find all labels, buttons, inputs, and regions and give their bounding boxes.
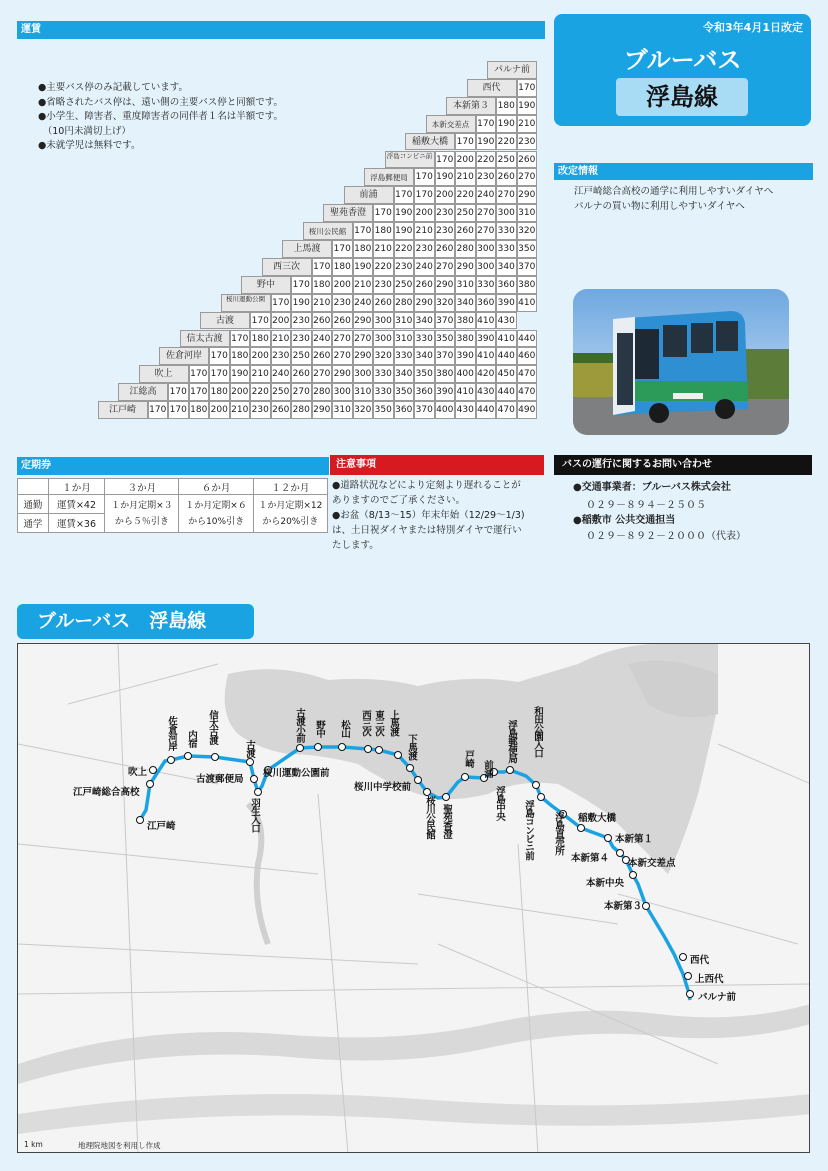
- fare-cell: 290: [332, 365, 353, 383]
- fare-cell: 170: [312, 258, 333, 276]
- fare-cell: 340: [394, 365, 415, 383]
- fare-cell: 190: [291, 294, 312, 312]
- fare-cell: 410: [455, 383, 476, 401]
- fare-cell: 170: [209, 365, 230, 383]
- stop-label: 江戸崎総合高校: [73, 787, 140, 798]
- fare-stop-label: 野中: [241, 276, 291, 294]
- revision-date: 令和3年4月1日改定: [703, 21, 803, 34]
- stop-label: 浮島直売所: [553, 812, 564, 855]
- stop-label: 上西代: [695, 974, 724, 985]
- fare-cell: 290: [414, 294, 435, 312]
- fare-cell: 380: [435, 365, 456, 383]
- fare-cell: 350: [414, 365, 435, 383]
- fare-cell: 300: [373, 330, 394, 348]
- stop-label: 野中: [314, 720, 325, 737]
- pass-header: １か月: [48, 479, 105, 495]
- fare-cell: 260: [312, 347, 333, 365]
- fare-cell: 370: [435, 347, 456, 365]
- fare-cell: 230: [271, 347, 292, 365]
- fare-cell: 270: [332, 347, 353, 365]
- fare-cell: 180: [250, 330, 271, 348]
- fare-cell: 170: [476, 115, 497, 133]
- fare-cell: 370: [517, 258, 538, 276]
- fare-cell: 170: [168, 383, 189, 401]
- fare-cell: 220: [394, 240, 415, 258]
- city-label: ●稲敷市 公共交通担当: [573, 515, 676, 526]
- fare-cell: 350: [373, 401, 394, 419]
- contact-heading: バスの運行に関するお問い合わせ: [554, 455, 812, 475]
- fare-stop-label: 桜川公民館: [303, 222, 353, 240]
- fare-cell: 310: [394, 330, 415, 348]
- fare-cell: 230: [435, 204, 456, 222]
- pass-header: ３か月: [105, 479, 179, 495]
- fare-cell: 210: [517, 115, 538, 133]
- fare-stop-label: 上馬渡: [282, 240, 332, 258]
- fare-cell: 470: [517, 383, 538, 401]
- stop-label: 羽生入口: [249, 798, 260, 832]
- fare-cell: 260: [291, 365, 312, 383]
- fare-cell: 180: [189, 401, 210, 419]
- revision-line: 江戸崎総合高校の通学に利用しやすいダイヤへ: [574, 186, 774, 197]
- stop-label: 内宿: [186, 730, 197, 747]
- fare-cell: 230: [250, 401, 271, 419]
- fare-cell: 190: [435, 168, 456, 186]
- fare-cell: 350: [517, 240, 538, 258]
- fare-cell: 180: [230, 347, 251, 365]
- fare-stop-label: 吹上: [139, 365, 189, 383]
- line-name: 浮島線: [616, 78, 748, 116]
- fare-cell: 230: [476, 168, 497, 186]
- fare-cell: 390: [496, 294, 517, 312]
- fare-cell: 260: [435, 240, 456, 258]
- fare-cell: 200: [250, 347, 271, 365]
- fare-cell: 250: [455, 204, 476, 222]
- fare-cell: 270: [517, 168, 538, 186]
- fare-cell: 440: [517, 330, 538, 348]
- fare-cell: 220: [476, 151, 497, 169]
- stop-label: 本新交差点: [628, 858, 676, 869]
- bus-photo: [573, 289, 789, 435]
- fare-note: ●小学生、障害者、重度障害者の同伴者１名は半額です。: [38, 111, 284, 122]
- fare-heading: 運賃: [17, 21, 545, 39]
- fare-cell: 310: [332, 401, 353, 419]
- fare-cell: 330: [373, 365, 394, 383]
- fare-cell: 170: [189, 383, 210, 401]
- operator-tel: ０２９－８９４－２５０５: [586, 500, 706, 511]
- fare-stop-label: 江戸崎: [98, 401, 148, 419]
- fare-cell: 180: [373, 222, 394, 240]
- fare-cell: 180: [209, 383, 230, 401]
- fare-stop-label: 浮島コンビニ前: [385, 151, 435, 169]
- fare-notes: [38, 81, 283, 154]
- fare-cell: 440: [496, 347, 517, 365]
- stop-label: 戸崎: [463, 750, 474, 767]
- fare-note: ●主要バス停のみ記載しています。: [38, 82, 189, 93]
- fare-cell: 400: [435, 401, 456, 419]
- fare-cell: 380: [455, 312, 476, 330]
- fare-cell: 210: [230, 401, 251, 419]
- fare-cell: 190: [394, 204, 415, 222]
- fare-cell: 220: [455, 186, 476, 204]
- fare-stop-label: 佐倉河岸: [159, 347, 209, 365]
- fare-cell: 240: [414, 258, 435, 276]
- fare-cell: 290: [517, 186, 538, 204]
- fare-cell: 170: [271, 294, 292, 312]
- fare-cell: 300: [373, 312, 394, 330]
- fare-cell: 310: [394, 312, 415, 330]
- title-card: [554, 14, 811, 126]
- fare-cell: 170: [332, 240, 353, 258]
- fare-cell: 260: [312, 312, 333, 330]
- fare-cell: 360: [496, 276, 517, 294]
- fare-cell: 180: [496, 97, 517, 115]
- fare-cell: 340: [455, 294, 476, 312]
- pass-cell-3m: １か月定期×３ から５％引き: [105, 495, 179, 533]
- fare-cell: 410: [517, 294, 538, 312]
- fare-cell: 170: [373, 204, 394, 222]
- fare-cell: 210: [312, 294, 333, 312]
- fare-cell: 200: [455, 151, 476, 169]
- pass-table: [17, 478, 328, 533]
- fare-cell: 420: [476, 365, 497, 383]
- fare-stop-label: 稲敷大橋: [405, 133, 455, 151]
- fare-cell: 170: [435, 151, 456, 169]
- fare-cell: 200: [271, 312, 292, 330]
- fare-cell: 170: [414, 186, 435, 204]
- fare-cell: 220: [373, 258, 394, 276]
- fare-cell: 390: [476, 330, 497, 348]
- fare-cell: 360: [476, 294, 497, 312]
- fare-cell: 210: [271, 330, 292, 348]
- stop-label: 浮島コンビニ前: [523, 800, 534, 860]
- fare-cell: 410: [496, 330, 517, 348]
- fare-stop-label: 聖苑香澄: [323, 204, 373, 222]
- fare-cell: 290: [455, 258, 476, 276]
- stop-label: 桜川運動公園前: [263, 768, 330, 779]
- fare-stop-label: 本新第３: [446, 97, 496, 115]
- fare-cell: 190: [353, 258, 374, 276]
- fare-cell: 260: [414, 276, 435, 294]
- fare-cell: 210: [373, 240, 394, 258]
- fare-cell: 170: [148, 401, 169, 419]
- fare-cell: 210: [353, 276, 374, 294]
- caution-lines: [332, 478, 525, 553]
- fare-cell: 300: [496, 204, 517, 222]
- fare-cell: 270: [476, 222, 497, 240]
- stop-label: 浮島郵便局: [506, 720, 517, 763]
- revision-lines: [574, 185, 773, 214]
- fare-cell: 310: [455, 276, 476, 294]
- fare-cell: 250: [271, 383, 292, 401]
- fare-cell: 270: [312, 365, 333, 383]
- pass-cell-12m: １か月定期×12 から20%引き: [253, 495, 327, 533]
- fare-cell: 170: [209, 347, 230, 365]
- stop-label: 西代: [690, 955, 710, 966]
- stop-label: 佐倉河岸: [166, 716, 177, 750]
- pass-header: １２か月: [253, 479, 327, 495]
- fare-cell: 300: [476, 240, 497, 258]
- fare-cell: 430: [496, 312, 517, 330]
- fare-cell: 430: [455, 401, 476, 419]
- stop-label: 下馬渡: [406, 734, 417, 760]
- fare-cell: 170: [291, 276, 312, 294]
- fare-cell: 360: [394, 401, 415, 419]
- revision-heading: 改定情報: [554, 163, 813, 180]
- fare-stop-label: 信太古渡: [180, 330, 230, 348]
- fare-cell: 260: [373, 294, 394, 312]
- fare-cell: 200: [414, 204, 435, 222]
- fare-cell: 200: [209, 401, 230, 419]
- fare-cell: 170: [455, 133, 476, 151]
- fare-cell: 200: [230, 383, 251, 401]
- fare-stop-label: 浮島郵便局: [364, 168, 414, 186]
- fare-cell: 290: [353, 312, 374, 330]
- stop-label: 聖苑香澄: [441, 804, 452, 838]
- caution-line: ●お盆（8/13～15）年末年始（12/29～1/3): [332, 510, 525, 521]
- pass-cell-6m: １か月定期×６ から10%引き: [179, 495, 253, 533]
- caution-line: は、土日祝ダイヤまたは特別ダイヤで運行い: [332, 525, 522, 536]
- fare-cell: 330: [496, 222, 517, 240]
- fare-cell: 320: [517, 222, 538, 240]
- fare-cell: 270: [435, 258, 456, 276]
- fare-cell: 410: [476, 312, 497, 330]
- fare-cell: 260: [496, 168, 517, 186]
- fare-cell: 330: [414, 330, 435, 348]
- fare-cell: 200: [435, 186, 456, 204]
- fare-cell: 390: [435, 383, 456, 401]
- fare-stop-label: 江総高: [118, 383, 168, 401]
- pass-cell: 運賃×36: [48, 514, 105, 533]
- fare-cell: 230: [435, 222, 456, 240]
- stop-label: パルナ前: [698, 992, 737, 1003]
- brand-title: ブルーバス: [623, 46, 742, 74]
- stop-label: 本新中央: [586, 878, 625, 889]
- stop-label: 江戸崎: [147, 821, 176, 832]
- fare-cell: 460: [517, 347, 538, 365]
- fare-cell: 450: [496, 365, 517, 383]
- stop-label: 西三次: [360, 710, 371, 736]
- fare-cell: 190: [230, 365, 251, 383]
- fare-cell: 290: [312, 401, 333, 419]
- fare-cell: 230: [373, 276, 394, 294]
- caution-line: ●道路状況などにより定刻より遅れることが: [332, 480, 521, 491]
- fare-cell: 230: [414, 240, 435, 258]
- stop-label: 桜川公民館: [424, 796, 435, 839]
- fare-cell: 170: [353, 222, 374, 240]
- pass-header: ６か月: [179, 479, 253, 495]
- fare-note: ●省略されたバス停は、遠い側の主要バス停と同額です。: [38, 96, 284, 108]
- stop-label: 信太古渡: [207, 710, 218, 744]
- fare-cell: 220: [250, 383, 271, 401]
- fare-cell: 180: [332, 258, 353, 276]
- fare-note: （10円未満切上げ）: [38, 125, 131, 137]
- fare-cell: 330: [476, 276, 497, 294]
- pass-cell: 運賃×42: [48, 495, 105, 514]
- stop-label: 吹上: [128, 767, 148, 778]
- fare-stop-label: 西代: [467, 79, 517, 97]
- fare-cell: 440: [496, 383, 517, 401]
- fare-cell: 280: [394, 294, 415, 312]
- stop-label: 上馬渡: [388, 710, 399, 736]
- fare-cell: 170: [394, 186, 415, 204]
- fare-cell: 310: [517, 204, 538, 222]
- fare-cell: 210: [250, 365, 271, 383]
- route-map: [17, 643, 810, 1153]
- fare-cell: 190: [496, 115, 517, 133]
- pass-type: 通学: [18, 514, 49, 533]
- fare-cell: 290: [435, 276, 456, 294]
- fare-cell: 290: [353, 347, 374, 365]
- stop-label: 和田公園入口: [532, 706, 543, 757]
- fare-cell: 170: [250, 312, 271, 330]
- fare-cell: 190: [476, 133, 497, 151]
- fare-cell: 230: [291, 330, 312, 348]
- fare-cell: 260: [271, 401, 292, 419]
- fare-stop-label: 古渡: [200, 312, 250, 330]
- fare-cell: 380: [455, 330, 476, 348]
- fare-stop-label: 前浦: [344, 186, 394, 204]
- fare-cell: 210: [414, 222, 435, 240]
- fare-cell: 350: [435, 330, 456, 348]
- fare-cell: 170: [230, 330, 251, 348]
- map-scale: 1 km: [24, 1140, 43, 1149]
- fare-cell: 240: [353, 294, 374, 312]
- fare-cell: 230: [394, 258, 415, 276]
- fare-cell: 330: [496, 240, 517, 258]
- stop-label: 稲敷大橋: [578, 813, 617, 824]
- stop-label: 古渡小前: [294, 708, 305, 742]
- fare-cell: 320: [353, 401, 374, 419]
- fare-cell: 250: [394, 276, 415, 294]
- fare-cell: 170: [517, 79, 538, 97]
- fare-cell: 210: [455, 168, 476, 186]
- fare-cell: 260: [455, 222, 476, 240]
- fare-cell: 170: [168, 401, 189, 419]
- fare-cell: 320: [435, 294, 456, 312]
- fare-cell: 300: [332, 383, 353, 401]
- stop-label: 本新第４: [571, 853, 610, 864]
- fare-cell: 470: [517, 365, 538, 383]
- stop-label: 古渡郵便局: [196, 774, 244, 785]
- fare-cell: 490: [517, 401, 538, 419]
- fare-cell: 230: [291, 312, 312, 330]
- fare-cell: 230: [332, 294, 353, 312]
- fare-cell: 370: [435, 312, 456, 330]
- fare-cell: 240: [271, 365, 292, 383]
- fare-note: ●未就学児は無料です。: [38, 140, 141, 151]
- caution-heading: 注意事項: [330, 455, 544, 475]
- fare-cell: 200: [332, 276, 353, 294]
- stop-label: 本新第１: [615, 834, 654, 845]
- fare-cell: 280: [312, 383, 333, 401]
- fare-cell: 330: [394, 347, 415, 365]
- fare-cell: 170: [189, 365, 210, 383]
- stop-label: 松山: [339, 720, 350, 737]
- fare-cell: 220: [496, 133, 517, 151]
- fare-cell: 170: [414, 168, 435, 186]
- pass-type: 通勤: [18, 495, 49, 514]
- fare-cell: 330: [373, 383, 394, 401]
- fare-cell: 380: [517, 276, 538, 294]
- fare-stop-label: 本新交差点: [426, 115, 476, 133]
- fare-cell: 430: [476, 383, 497, 401]
- fare-stop-label: 西三次: [262, 258, 312, 276]
- fare-cell: 190: [517, 97, 538, 115]
- fare-cell: 340: [414, 312, 435, 330]
- fare-stop-label: 桜川運動公園: [221, 294, 271, 312]
- revision-line: パルナの買い物に利用しやすいダイヤへ: [574, 200, 745, 212]
- fare-cell: 270: [353, 330, 374, 348]
- fare-cell: 270: [291, 383, 312, 401]
- fare-cell: 260: [332, 312, 353, 330]
- fare-cell: 250: [496, 151, 517, 169]
- fare-cell: 300: [353, 365, 374, 383]
- map-credit: 地理院地図を利用し作成: [78, 1141, 161, 1150]
- fare-cell: 370: [414, 401, 435, 419]
- pass-heading: 定期券: [17, 457, 329, 475]
- fare-cell: 360: [414, 383, 435, 401]
- fare-cell: 440: [476, 401, 497, 419]
- fare-cell: 270: [476, 204, 497, 222]
- fare-cell: 400: [455, 365, 476, 383]
- caution-line: ありますのでご了承ください。: [332, 495, 466, 506]
- fare-cell: 230: [517, 133, 538, 151]
- map-title: ブルーバス 浮島線: [17, 604, 254, 639]
- fare-cell: 280: [291, 401, 312, 419]
- fare-cell: 260: [517, 151, 538, 169]
- fare-stop-label: パルナ前: [487, 61, 537, 79]
- stop-label: 前浦: [482, 760, 493, 777]
- fare-cell: 320: [373, 347, 394, 365]
- fare-cell: 340: [414, 347, 435, 365]
- fare-cell: 240: [312, 330, 333, 348]
- fare-cell: 390: [455, 347, 476, 365]
- fare-cell: 180: [353, 240, 374, 258]
- fare-cell: 280: [455, 240, 476, 258]
- fare-cell: 180: [312, 276, 333, 294]
- fare-cell: 190: [394, 222, 415, 240]
- caution-line: たします。: [332, 540, 379, 551]
- fare-cell: 270: [332, 330, 353, 348]
- stop-label: 本新第３: [604, 901, 643, 912]
- fare-cell: 310: [353, 383, 374, 401]
- fare-cell: 410: [476, 347, 497, 365]
- fare-cell: 270: [496, 186, 517, 204]
- stop-label: 浮島中央: [494, 786, 505, 820]
- fare-cell: 300: [476, 258, 497, 276]
- fare-cell: 240: [476, 186, 497, 204]
- fare-cell: 350: [394, 383, 415, 401]
- operator-label: ●交通事業者：ブルーバス株式会社: [573, 482, 731, 493]
- fare-cell: 250: [291, 347, 312, 365]
- pass-header-blank: [18, 479, 49, 495]
- fare-cell: 470: [496, 401, 517, 419]
- fare-cell: 340: [496, 258, 517, 276]
- stop-label: 古渡: [244, 740, 255, 757]
- city-tel: ０２９－８９２－２０００（代表）: [586, 531, 746, 542]
- stop-label: 桜川中学校前: [354, 782, 412, 793]
- stop-label: 東三次: [373, 710, 384, 736]
